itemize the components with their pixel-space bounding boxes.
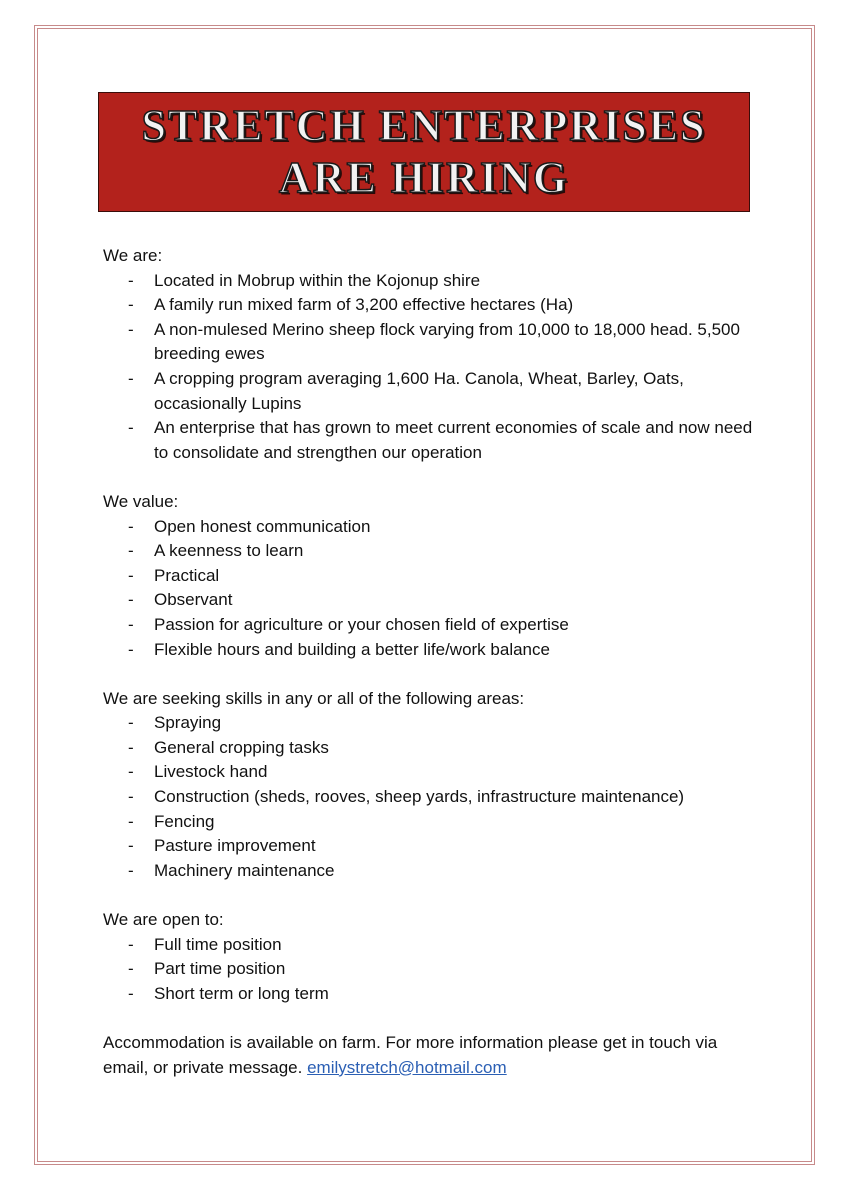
list-item xyxy=(103,613,763,638)
bullet-dash: - xyxy=(128,934,134,954)
bullet-dash: - xyxy=(128,270,134,290)
list-item xyxy=(103,810,763,835)
list-item-text: Located in Mobrup within the Kojonup shire xyxy=(154,270,481,290)
bullet-dash: - xyxy=(128,565,134,585)
list-item xyxy=(103,711,763,736)
list-item xyxy=(103,957,763,982)
list-item xyxy=(103,638,763,663)
list-item-text: Livestock hand xyxy=(154,762,268,782)
list-item-text: A cropping program averaging 1,600 Ha. Canola, Wheat, Barley, Oats, occasionally Lupins xyxy=(154,368,684,413)
list-item xyxy=(103,736,763,761)
bullet-dash: - xyxy=(128,614,134,634)
bullet-dash: - xyxy=(128,590,134,610)
list-item-text: Passion for agriculture or your chosen field of expertise xyxy=(154,614,569,634)
section-heading: We are: xyxy=(103,246,163,265)
list-item xyxy=(103,588,763,613)
bullet-dash: - xyxy=(128,516,134,536)
bullet-dash: - xyxy=(128,811,134,831)
list-item-text: Machinery maintenance xyxy=(154,860,335,880)
bullet-dash: - xyxy=(128,737,134,757)
bullet-dash: - xyxy=(128,836,134,856)
list-item-text: A family run mixed farm of 3,200 effective hectares (Ha) xyxy=(154,295,574,315)
bullet-dash: - xyxy=(128,639,134,659)
list-item xyxy=(103,834,763,859)
list-item-text: Pasture improvement xyxy=(154,836,316,856)
list-item-text: Spraying xyxy=(154,713,222,733)
bullet-dash: - xyxy=(128,860,134,880)
bullet-dash: - xyxy=(128,983,134,1003)
hiring-banner xyxy=(98,92,750,212)
list-item xyxy=(103,367,763,416)
bullet-dash: - xyxy=(128,762,134,782)
banner-title-line-1: STRETCH ENTERPRISES xyxy=(141,101,707,150)
list-item xyxy=(103,564,763,589)
bullet-list xyxy=(103,269,763,466)
list-item-text: Practical xyxy=(154,565,220,585)
job-ad-body xyxy=(103,244,763,1080)
list-item-text: Full time position xyxy=(154,934,282,954)
bullet-dash: - xyxy=(128,368,134,388)
banner-title-line-2: ARE HIRING xyxy=(278,153,570,202)
footer-contact-paragraph xyxy=(103,1031,763,1080)
list-item xyxy=(103,785,763,810)
bullet-dash: - xyxy=(128,319,134,339)
list-item-text: Open honest communication xyxy=(154,516,371,536)
list-item-text: A keenness to learn xyxy=(154,541,304,561)
bullet-list xyxy=(103,933,763,1007)
list-item-text: Flexible hours and building a better life/work balance xyxy=(154,639,550,659)
list-item xyxy=(103,416,763,465)
list-item xyxy=(103,933,763,958)
list-item-text: Fencing xyxy=(154,811,215,831)
bullet-list xyxy=(103,515,763,663)
section-open-to xyxy=(103,908,763,1006)
bullet-dash: - xyxy=(128,787,134,807)
list-item xyxy=(103,760,763,785)
section-we-value xyxy=(103,490,763,662)
list-item xyxy=(103,859,763,884)
bullet-dash: - xyxy=(128,541,134,561)
list-item-text: Observant xyxy=(154,590,233,610)
list-item xyxy=(103,269,763,294)
section-heading: We value: xyxy=(103,491,179,511)
list-item xyxy=(103,539,763,564)
bullet-dash: - xyxy=(128,959,134,979)
contact-email-link[interactable]: emilystretch@hotmail.com xyxy=(307,1057,507,1077)
list-item-text: Part time position xyxy=(154,959,286,979)
list-item-text: An enterprise that has grown to meet current economies of scale and now need to consolidate and strengthen our operation xyxy=(154,418,753,462)
list-item-text: A non-mulesed Merino sheep flock varying from 10,000 to 18,000 head. 5,500 breeding ewes xyxy=(154,319,740,364)
list-item xyxy=(103,318,763,367)
list-item xyxy=(103,982,763,1007)
section-skills-sought xyxy=(103,687,763,884)
section-we-are xyxy=(103,244,763,465)
section-heading: We are open to: xyxy=(103,910,224,930)
list-item xyxy=(103,515,763,540)
list-item-text: Construction (sheds, rooves, sheep yards, infrastructure maintenance) xyxy=(154,787,685,807)
list-item-text: General cropping tasks xyxy=(154,737,329,757)
footer-contact-text: Accommodation is available on farm. For more information please get in touch via email, or private message. xyxy=(103,1033,718,1077)
list-item xyxy=(103,293,763,318)
bullet-dash: - xyxy=(128,713,134,733)
section-heading: We are seeking skills in any or all of the following areas: xyxy=(103,688,525,708)
bullet-dash: - xyxy=(128,418,134,438)
list-item-text: Short term or long term xyxy=(154,983,329,1003)
bullet-dash: - xyxy=(128,295,134,315)
bullet-list xyxy=(103,711,763,883)
